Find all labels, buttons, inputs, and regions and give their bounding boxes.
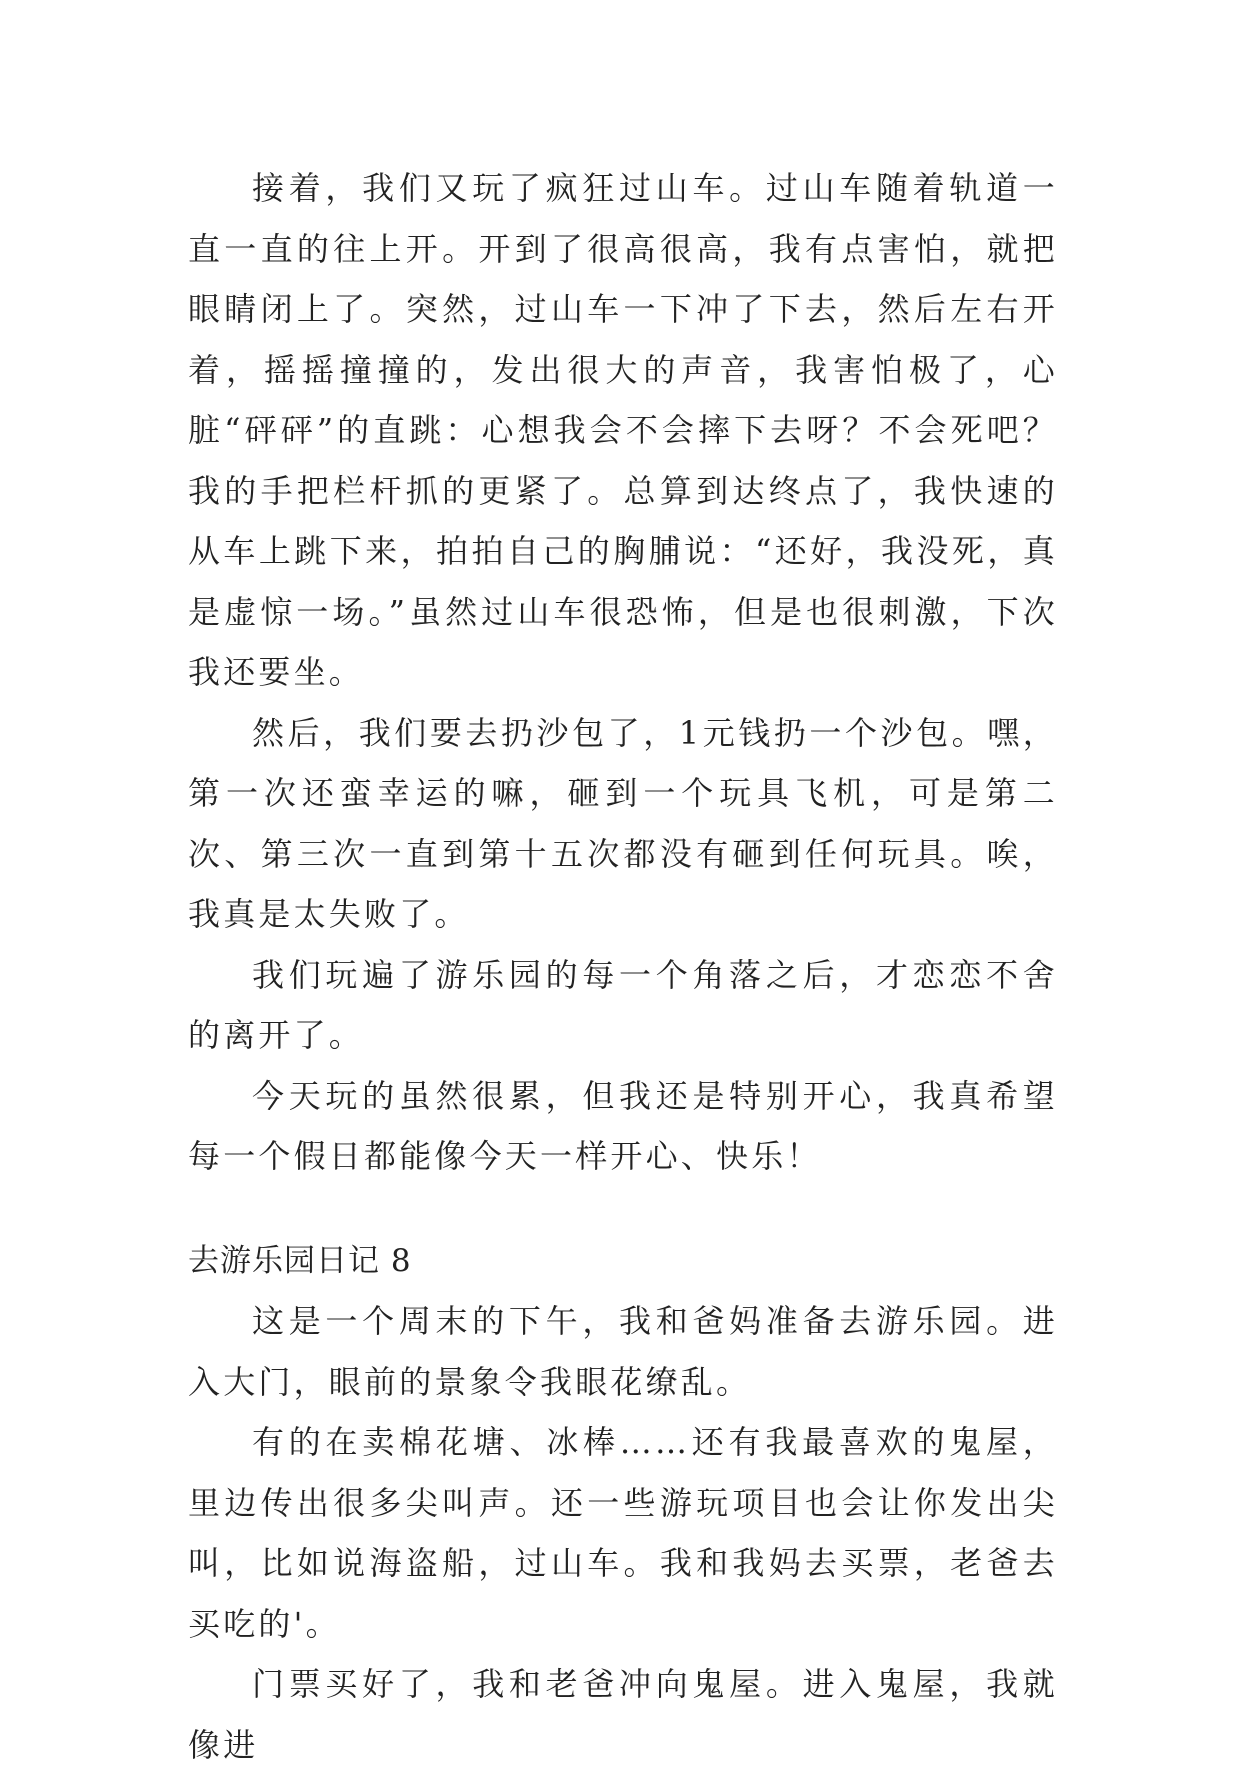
document-body [188, 158, 1058, 1775]
paragraph-roller-coaster: 接着，我们又玩了疯狂过山车。过山车随着轨道一直一直的往上开。开到了很高很高，我有点害怕，就把眼睛闭上了。突然，过山车一下冲了下去，然后左右开着，摇摇撞撞的，发出很大的声音，我害怕极了，心脏“砰砰”的直跳：心想我会不会摔下去呀？不会死吧？我的手把栏杆抓的更紧了。总算到达终点了，我快速的从车上跳下来，拍拍自己的胸脯说：“还好，我没死，真是虚惊一场。”虽然过山车很恐怖，但是也很刺激，下次我还要坐。 [188, 169, 1058, 691]
paragraph-leaving: 我们玩遍了游乐园的每一个角落之后，才恋恋不舍的离开了。 [188, 955, 1058, 1054]
section-title: 去游乐园日记 8 [188, 1242, 412, 1279]
paragraph-sandbag: 然后，我们要去扔沙包了，1元钱扔一个沙包。嘿，第一次还蛮幸运的嘛，砸到一个玩具飞机，可是第二次、第三次一直到第十五次都没有砸到任何玩具。唉，我真是太失败了。 [188, 713, 1058, 933]
paragraph-attractions: 有的在卖棉花塘、冰棒……还有我最喜欢的鬼屋，里边传出很多尖叫声。还一些游玩项目也会让你发出尖叫，比如说海盗船，过山车。我和我妈去买票，老爸去买吃的'。 [188, 1423, 1058, 1643]
paragraph-haunted-house: 门票买好了，我和老爸冲向鬼屋。进入鬼屋，我就像进 [188, 1665, 1058, 1764]
paragraph-intro: 这是一个周末的下午，我和爸妈准备去游乐园。进入大门，眼前的景象令我眼花缭乱。 [188, 1302, 1058, 1401]
paragraph-conclusion: 今天玩的虽然很累，但我还是特别开心，我真希望每一个假日都能像今天一样开心、快乐！ [188, 1076, 1058, 1175]
